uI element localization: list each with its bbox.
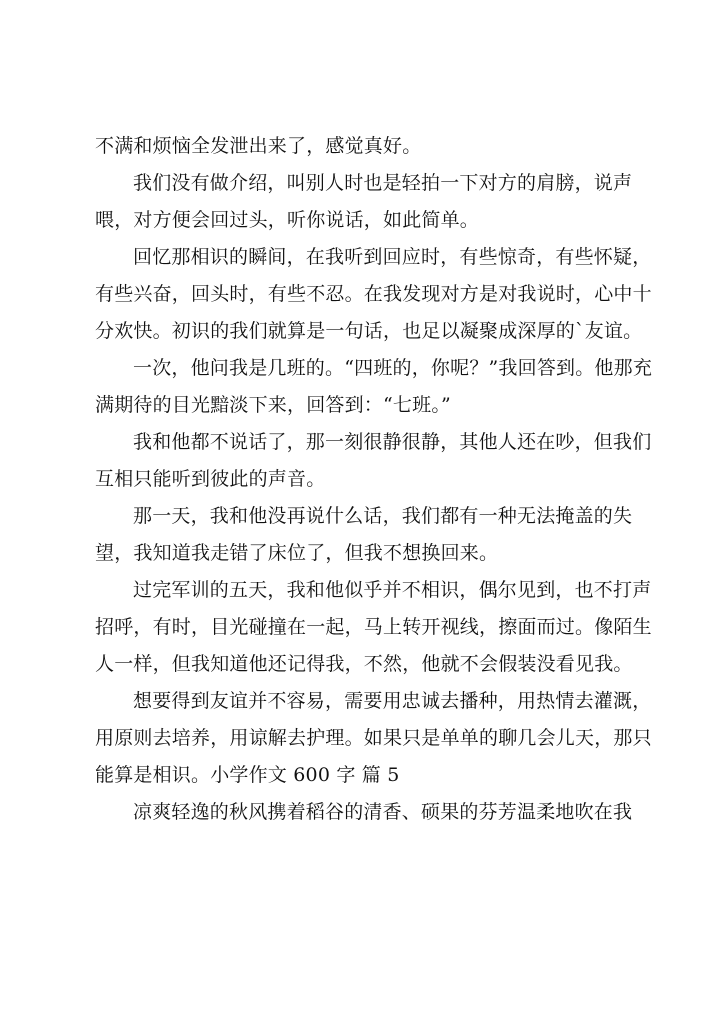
paragraph-6: 那一天，我和他没再说什么话，我们都有一种无法掩盖的失望，我知道我走错了床位了，但我不想换回来。 <box>95 505 633 564</box>
paragraph-1: 不满和烦恼全发泄出来了，感觉真好。 <box>95 135 422 157</box>
paragraph-3: 回忆那相识的瞬间，在我听到回应时，有些惊奇，有些怀疑，有些兴奋，回头时，有些不忍。在我发现对方是对我说时，心中十分欢快。初识的我们就算是一句话，也足以凝聚成深厚的`友谊。 <box>95 246 652 342</box>
paragraph-7: 过完军训的五天，我和他似乎并不相识，偶尔见到，也不打声招呼，有时，目光碰撞在一起，马上转开视线，擦面而过。像陌生人一样，但我知道他还记得我，不然，他就不会假装没看见我。 <box>95 579 652 675</box>
paragraph-4: 一次，他问我是几班的。“四班的，你呢？”我回答到。他那充满期待的目光黯淡下来，回答到：“七班。” <box>95 357 653 416</box>
paragraph-2: 我们没有做介绍，叫别人时也是轻拍一下对方的肩膀，说声喂，对方便会回过头，听你说话，如此简单。 <box>95 172 633 231</box>
paragraph-5: 我和他都不说话了，那一刻很静很静，其他人还在吵，但我们互相只能听到彼此的声音。 <box>95 431 652 490</box>
document-body <box>95 128 655 831</box>
paragraph-8: 想要得到友谊并不容易，需要用忠诚去播种，用热情去灌溉，用原则去培养，用谅解去护理。如果只是单单的聊几会儿天，那只能算是相识。小学作文 600 字 篇 5 <box>95 690 652 786</box>
paragraph-9: 凉爽轻逸的秋风携着稻谷的清香、硕果的芬芳温柔地吹在我 <box>133 801 633 823</box>
